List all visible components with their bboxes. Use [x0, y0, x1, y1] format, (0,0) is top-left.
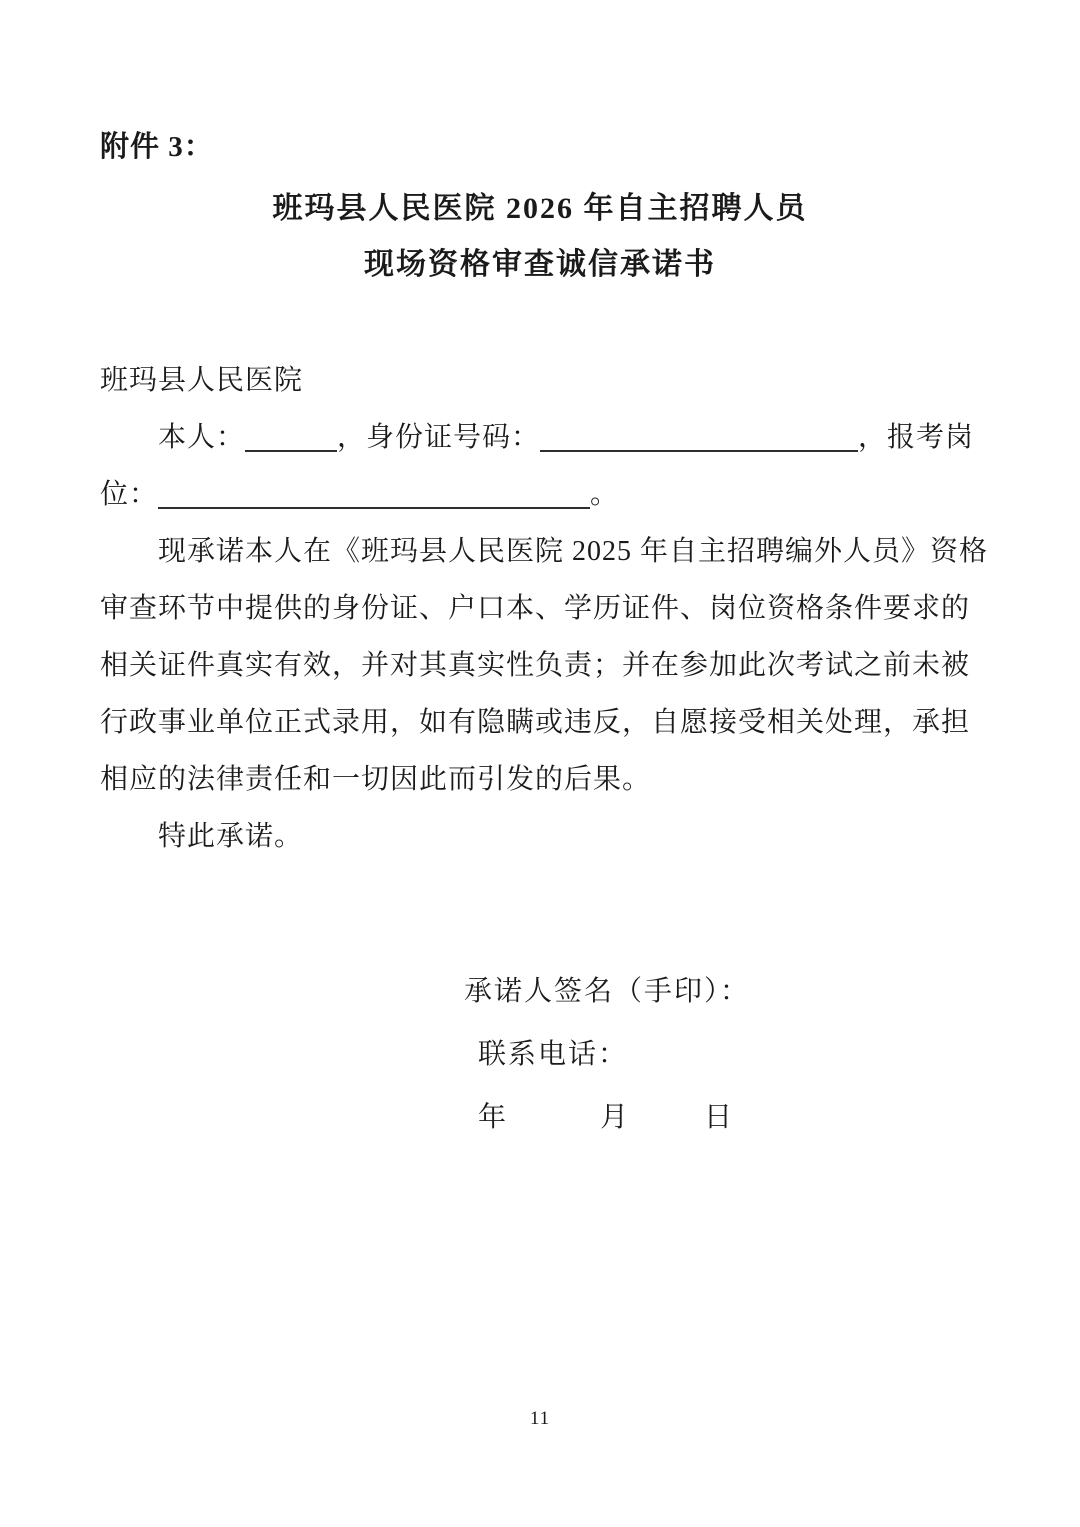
- id-field-label: ，身份证号码：: [337, 422, 541, 453]
- position-field-label: ，报考岗: [858, 422, 975, 453]
- body-line-5: 相应的法律责任和一切因此而引发的后果。: [100, 764, 652, 795]
- body-line-2: 审查环节中提供的身份证、户口本、学历证件、岗位资格条件要求的: [100, 593, 971, 624]
- date-month-label: 月: [600, 1102, 631, 1133]
- signature-block: [464, 974, 750, 1163]
- phone-label: 联系电话：: [478, 1039, 629, 1070]
- body-line-1: 现承诺本人在《班玛县人民医院 2025 年自主招聘编外人员》资格: [158, 536, 989, 567]
- id-number-blank: [540, 426, 858, 452]
- date-year-label: 年: [478, 1102, 509, 1133]
- date-day-label: 日: [704, 1102, 735, 1133]
- name-blank: [245, 426, 337, 452]
- sentence-period: 。: [590, 479, 620, 510]
- closing-line: 特此承诺。: [158, 821, 304, 852]
- name-field-label: 本人：: [158, 422, 246, 453]
- position-blank: [158, 483, 590, 509]
- body-line-4: 行政事业单位正式录用，如有隐瞒或违反，自愿接受相关处理，承担: [100, 707, 971, 738]
- form-line-position: [100, 466, 990, 523]
- page-number: 11: [529, 1408, 551, 1429]
- salutation: 班玛县人民医院: [100, 365, 304, 396]
- form-line-identity: [100, 409, 990, 466]
- attachment-label: 附件 3：: [100, 131, 214, 163]
- document-title-line1: 班玛县人民医院 2026 年自主招聘人员: [272, 192, 808, 225]
- signature-label: 承诺人签名（手印）：: [464, 976, 751, 1007]
- document-body: [100, 352, 990, 865]
- date-line: [464, 1100, 750, 1136]
- document-title-line2: 现场资格审查诚信承诺书: [364, 248, 716, 281]
- body-line-3: 相关证件真实有效，并对其真实性负责；并在参加此次考试之前未被: [100, 650, 971, 681]
- position-field-label-cont: 位：: [100, 479, 159, 510]
